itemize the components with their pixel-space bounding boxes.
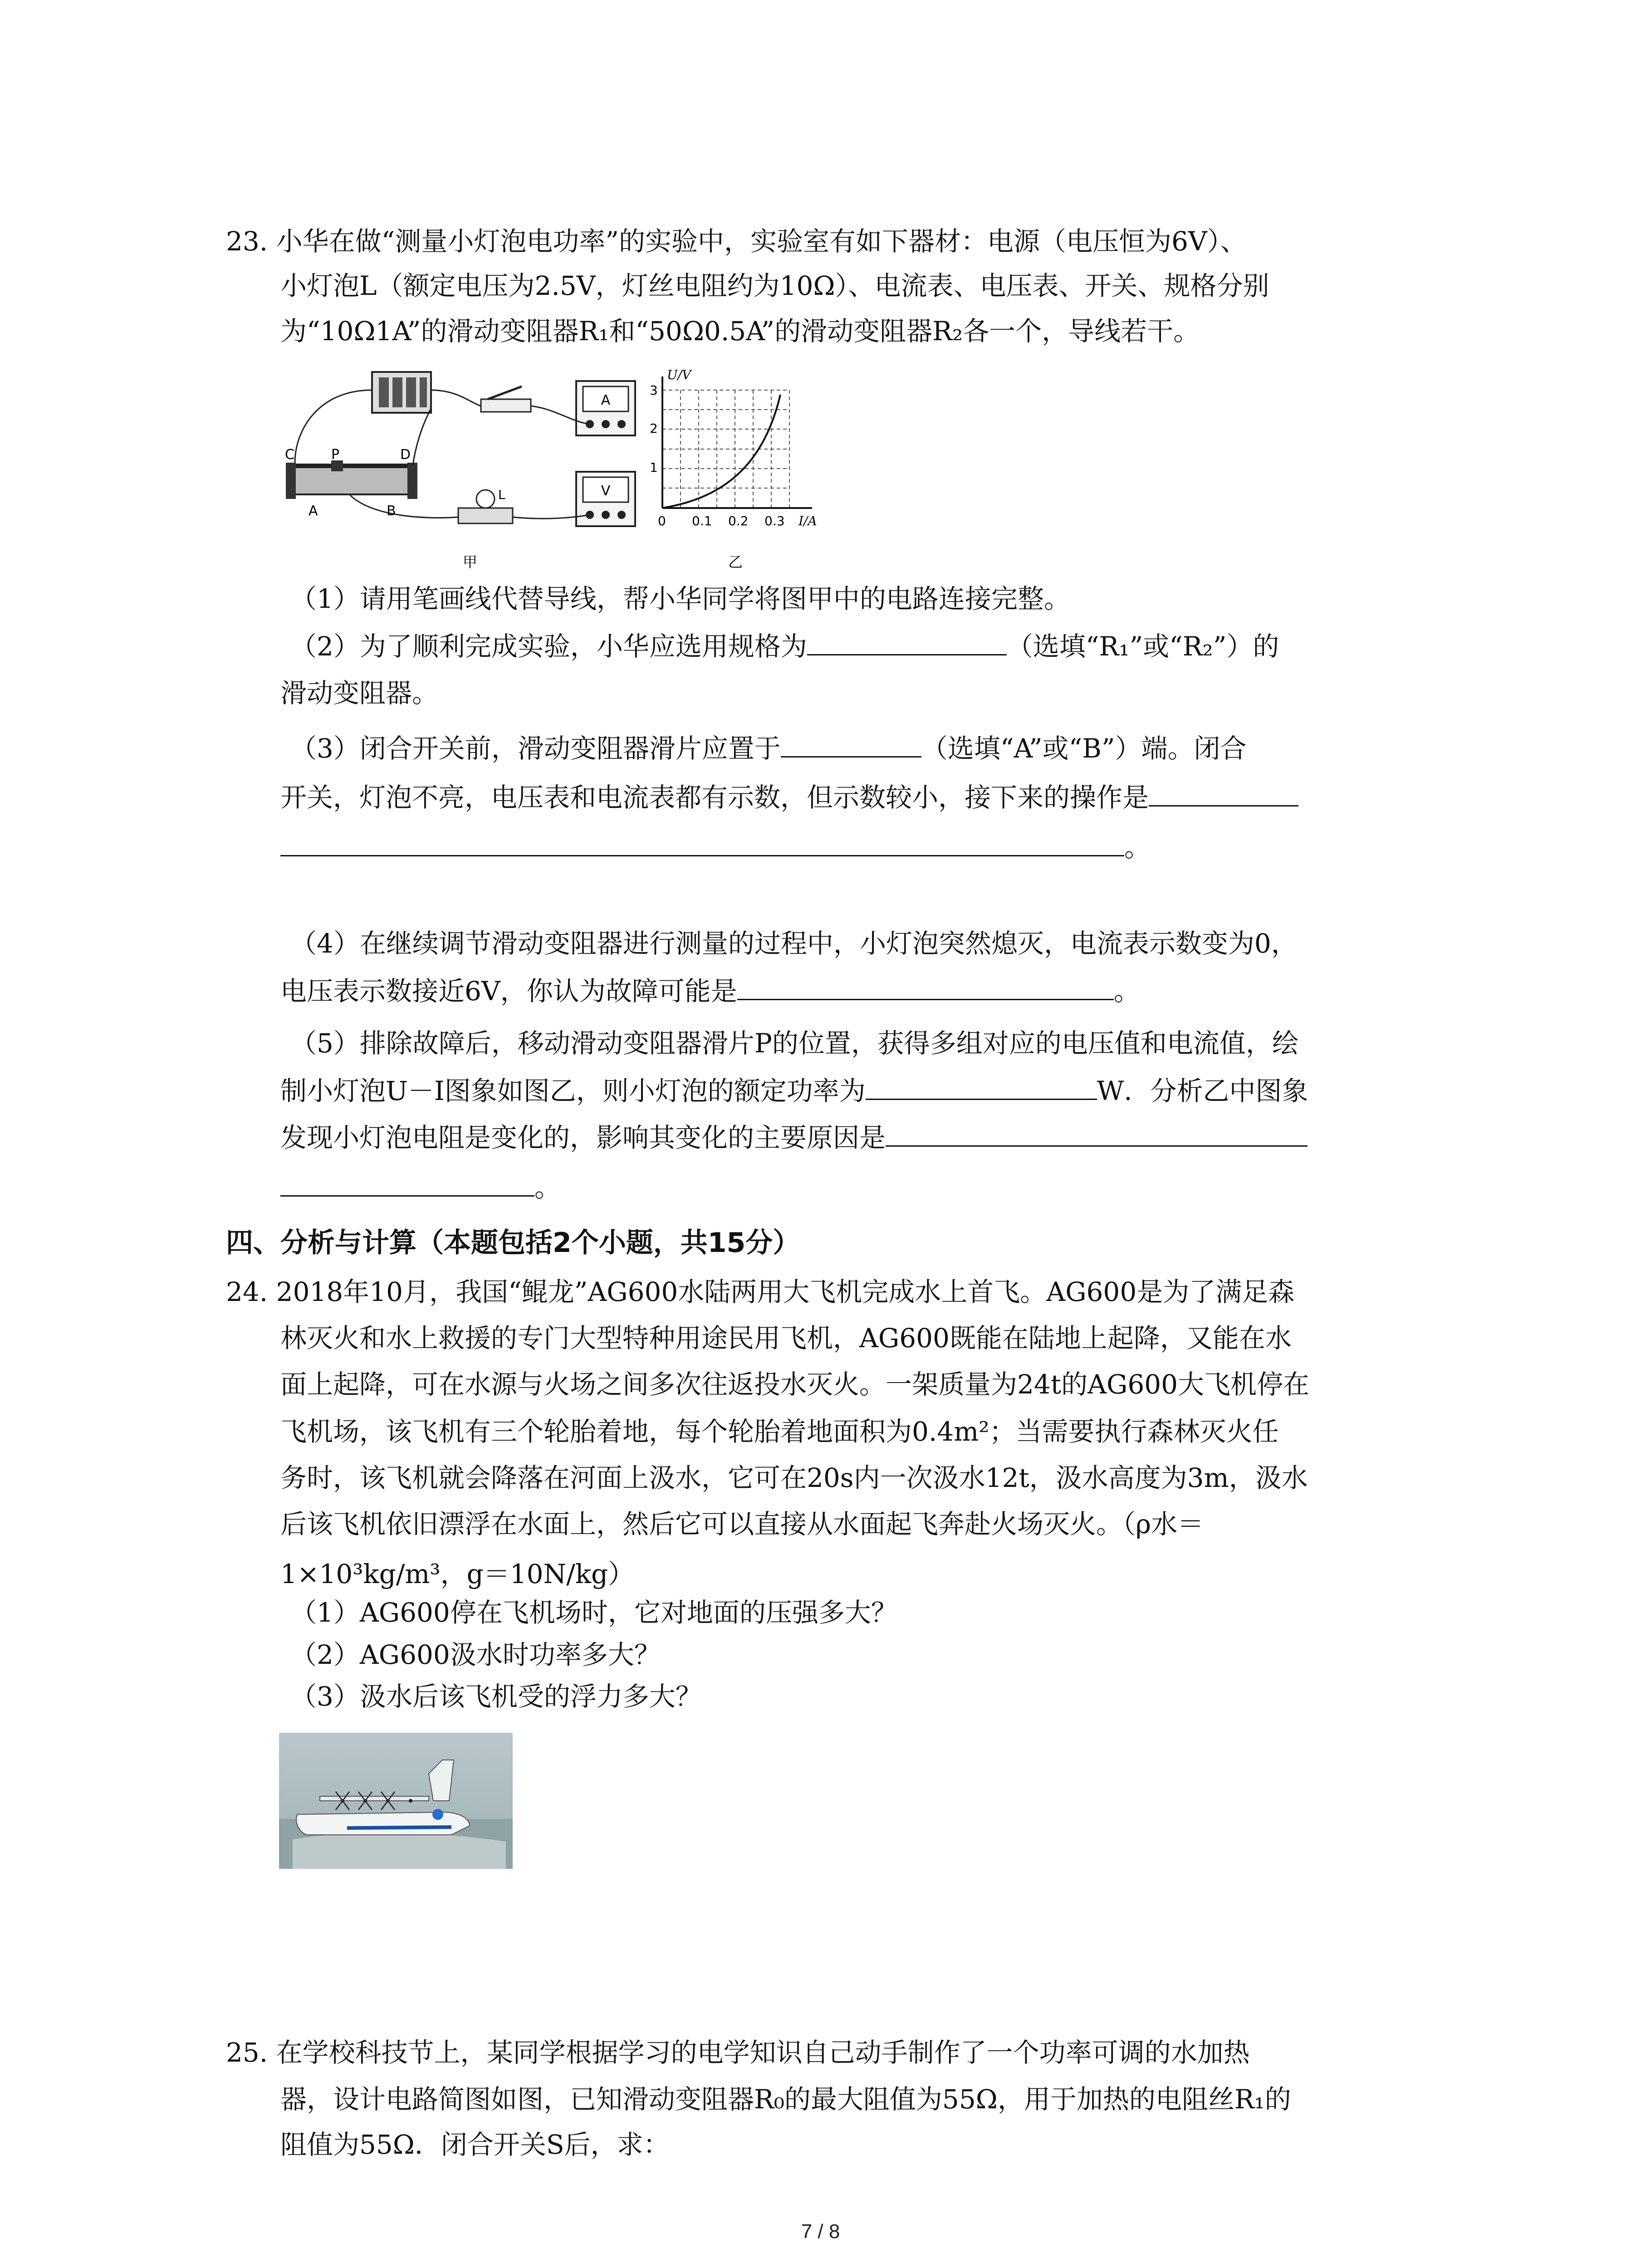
label-a: A (309, 503, 318, 519)
rheostat-icon (286, 460, 417, 499)
seaplane-photo (279, 1733, 513, 1869)
q23-part-4-cont: 电压表示数接近6V，你认为故障可能是 。 (280, 973, 1140, 1009)
q23-circuit-figure (281, 363, 871, 581)
q24-line-6: 后该飞机依旧漂浮在水面上，然后它可以直接从水面起飞奔赴火场灭火。（ρ水＝ (280, 1509, 1204, 1540)
voltmeter-icon (576, 472, 635, 526)
q24-line-1: 24. 2018年10月，我国“鲲龙”AG600水陆两用大飞机完成水上首飞。AG600是为了满足森 (226, 1276, 1295, 1307)
graph-x-tick: 0 (658, 513, 666, 528)
answer-blank-r-choice[interactable] (807, 629, 1007, 655)
answer-blank-fault[interactable] (737, 973, 1114, 1000)
q23-part-5-reason: 发现小灯泡电阻是变化的，影响其变化的主要原因是 (280, 1119, 1308, 1156)
answer-blank-next-step-cont[interactable] (280, 830, 1124, 856)
q23-line-1: 23. 小华在做“测量小灯泡电功率”的实验中，实验室有如下器材：电源（电压恒为6V）、 (226, 226, 1247, 257)
graph-y-tick: 1 (650, 460, 658, 475)
q24-line-5: 务时，该飞机就会降落在河面上汲水，它可在20s内一次汲水12t，汲水高度为3m，汲水 (280, 1462, 1308, 1493)
answer-blank-slider-end[interactable] (781, 731, 921, 758)
answer-blank-reason-cont[interactable] (280, 1170, 534, 1197)
svg-text:V: V (601, 483, 611, 499)
label-p: P (331, 447, 340, 463)
q24-line-3: 面上起降，可在水源与火场之间多次往返投水灭火。一架质量为24t的AG600大飞机停在 (280, 1369, 1310, 1400)
label-l: L (498, 487, 505, 502)
q23-part-3-cont: 开关，灯泡不亮，电压表和电流表都有示数，但示数较小，接下来的操作是 (280, 779, 1298, 816)
graph-y-axis-label: U/V (667, 367, 691, 382)
graph-x-tick: 0.1 (692, 513, 712, 528)
answer-blank-rated-power[interactable] (866, 1073, 1097, 1100)
q23-part-3: （3）闭合开关前，滑动变阻器滑片应置于 （选填“A”或“B”）端。闭合 (290, 730, 1247, 767)
label-c: C (285, 447, 294, 463)
caption-yi: 乙 (728, 553, 743, 571)
q24-line-7: 1×10³kg/m³，g＝10N/kg） (280, 1559, 635, 1589)
ui-graph (650, 367, 817, 571)
graph-x-tick: 0.3 (764, 513, 785, 528)
battery-icon (372, 372, 431, 413)
switch-icon (481, 386, 531, 412)
label-d: D (400, 447, 411, 463)
q23-part-2-cont: 滑动变阻器。 (280, 678, 439, 709)
graph-x-tick: 0.2 (728, 513, 749, 528)
caption-jia: 甲 (463, 553, 478, 571)
q25-line-1: 25. 在学校科技节上，某同学根据学习的电学知识自己动手制作了一个功率可调的水加热 (226, 2037, 1250, 2068)
ammeter-icon (576, 381, 635, 435)
q23-part-3-end: 。 (280, 829, 1151, 865)
q23-part-5: （5）排除故障后，移动滑动变阻器滑片P的位置，获得多组对应的电压值和电流值，绘 (290, 1028, 1298, 1059)
q23-part-5-end: 。 (280, 1169, 561, 1206)
svg-text:A: A (601, 392, 611, 408)
q23-part-5-cont: 制小灯泡U－I图象如图乙，则小灯泡的额定功率为 W．分析乙中图象 (280, 1073, 1308, 1109)
q24-sub-1: （1）AG600停在飞机场时，它对地面的压强多大？ (290, 1597, 897, 1628)
q23-part-4: （4）在继续调节滑动变阻器进行测量的过程中，小灯泡突然熄灭，电流表示数变为0， (290, 928, 1298, 959)
section-heading: 四、分析与计算（本题包括2个小题，共15分） (226, 1227, 800, 1259)
q23-part-2: （2）为了顺利完成实验，小华应选用规格为 （选填“R₁”或“R₂”）的 (290, 628, 1279, 665)
q25-line-2: 器，设计电路简图如图，已知滑动变阻器R₀的最大阻值为55Ω，用于加热的电阻丝R₁的 (280, 2084, 1291, 2115)
page-number: 7 / 8 (801, 2220, 840, 2243)
answer-blank-next-step[interactable] (1149, 780, 1298, 807)
graph-y-tick: 2 (650, 421, 658, 436)
label-b: B (387, 503, 396, 519)
q24-sub-2: （2）AG600汲水时功率多大？ (290, 1639, 661, 1670)
graph-x-axis-label: I/A (798, 513, 817, 528)
q23-part-1: （1）请用笔画线代替导线，帮小华同学将图甲中的电路连接完整。 (290, 583, 1070, 614)
q23-line-2: 小灯泡L（额定电压为2.5V，灯丝电阻约为10Ω）、电流表、电压表、开关、规格分别 (280, 270, 1269, 301)
answer-blank-reason[interactable] (886, 1120, 1308, 1147)
q24-line-4: 飞机场，该飞机有三个轮胎着地，每个轮胎着地面积为0.4m²；当需要执行森林灭火任 (280, 1416, 1279, 1447)
q24-sub-3: （3）汲水后该飞机受的浮力多大？ (290, 1681, 702, 1712)
q24-line-2: 林灭火和水上救援的专门大型特种用途民用飞机，AG600既能在陆地上起降，又能在水 (280, 1323, 1292, 1354)
q25-line-3: 阻值为55Ω．闭合开关S后，求： (280, 2129, 670, 2160)
graph-y-tick: 3 (650, 383, 658, 398)
q23-line-3: 为“10Ω1A”的滑动变阻器R₁和“50Ω0.5A”的滑动变阻器R₂各一个，导线若干。 (280, 316, 1200, 347)
